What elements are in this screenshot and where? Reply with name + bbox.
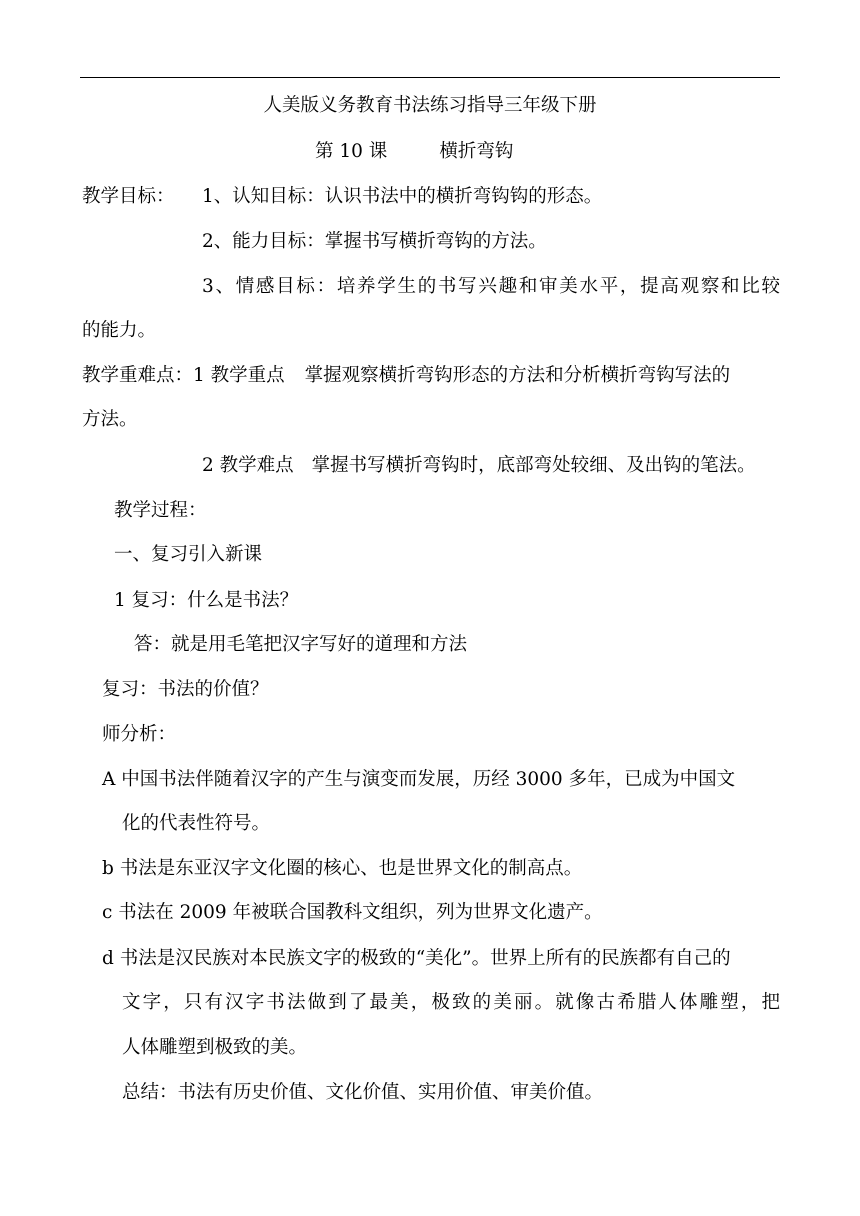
analysis-item-a-continuation: 化的代表性符号。 <box>122 813 271 834</box>
summary: 总结：书法有历史价值、文化价值、实用价值、审美价值。 <box>122 1082 604 1103</box>
review-answer-1: 答：就是用毛笔把汉字写好的道理和方法 <box>134 634 468 655</box>
header-rule <box>80 77 780 78</box>
section-heading: 一、复习引入新课 <box>114 544 263 565</box>
objective-item: 3、情感目标：培养学生的书写兴趣和审美水平，提高观察和比较 <box>202 276 780 297</box>
analysis-item-a: A 中国书法伴随着汉字的产生与演变而发展，历经 3000 多年，已成为中国文 <box>102 769 736 790</box>
key-point-2-head: 2 教学难点 <box>202 455 294 476</box>
analysis-item-d-continuation: 文字，只有汉字书法做到了最美，极致的美丽。就像古希腊人体雕塑，把 <box>122 992 780 1013</box>
analysis-item-b: b 书法是东亚汉字文化圈的核心、也是世界文化的制高点。 <box>102 858 583 879</box>
lesson-name: 横折弯钩 <box>439 141 514 162</box>
lesson-heading <box>315 140 513 164</box>
analysis-label: 师分析： <box>102 724 177 745</box>
key-point-2-body: 掌握书写横折弯钩时，底部弯处较细、及出钩的笔法。 <box>311 455 756 476</box>
objective-item: 1、认知目标：认识书法中的横折弯钩钩的形态。 <box>202 186 603 207</box>
key-point-2 <box>202 454 756 478</box>
key-point-1-continuation: 方法。 <box>82 409 138 430</box>
key-point-1 <box>82 364 730 388</box>
objective-item-continuation: 的能力。 <box>82 320 157 341</box>
objective-item: 2、能力目标：掌握书写横折弯钩的方法。 <box>202 231 547 252</box>
key-points-label: 教学重难点： <box>82 365 194 386</box>
analysis-item-d: d 书法是汉民族对本民族文字的极致的“美化”。世界上所有的民族都有自己的 <box>102 948 731 969</box>
lesson-number: 第 10 课 <box>315 141 388 162</box>
document-title: 人美版义务教育书法练习指导三年级下册 <box>263 95 597 116</box>
key-point-1-head: 1 教学重点 <box>193 365 285 386</box>
analysis-item-d-continuation: 人体雕塑到极致的美。 <box>122 1037 308 1058</box>
review-question-1: 1 复习：什么是书法？ <box>114 590 299 611</box>
review-question-2: 复习：书法的价值？ <box>102 679 269 700</box>
process-label: 教学过程： <box>114 500 207 521</box>
key-point-1-body: 掌握观察横折弯钩形态的方法和分析横折弯钩写法的 <box>304 365 731 386</box>
analysis-item-c: c 书法在 2009 年被联合国教科文组织，列为世界文化遗产。 <box>102 902 603 923</box>
objectives-label: 教学目标： <box>82 186 175 207</box>
